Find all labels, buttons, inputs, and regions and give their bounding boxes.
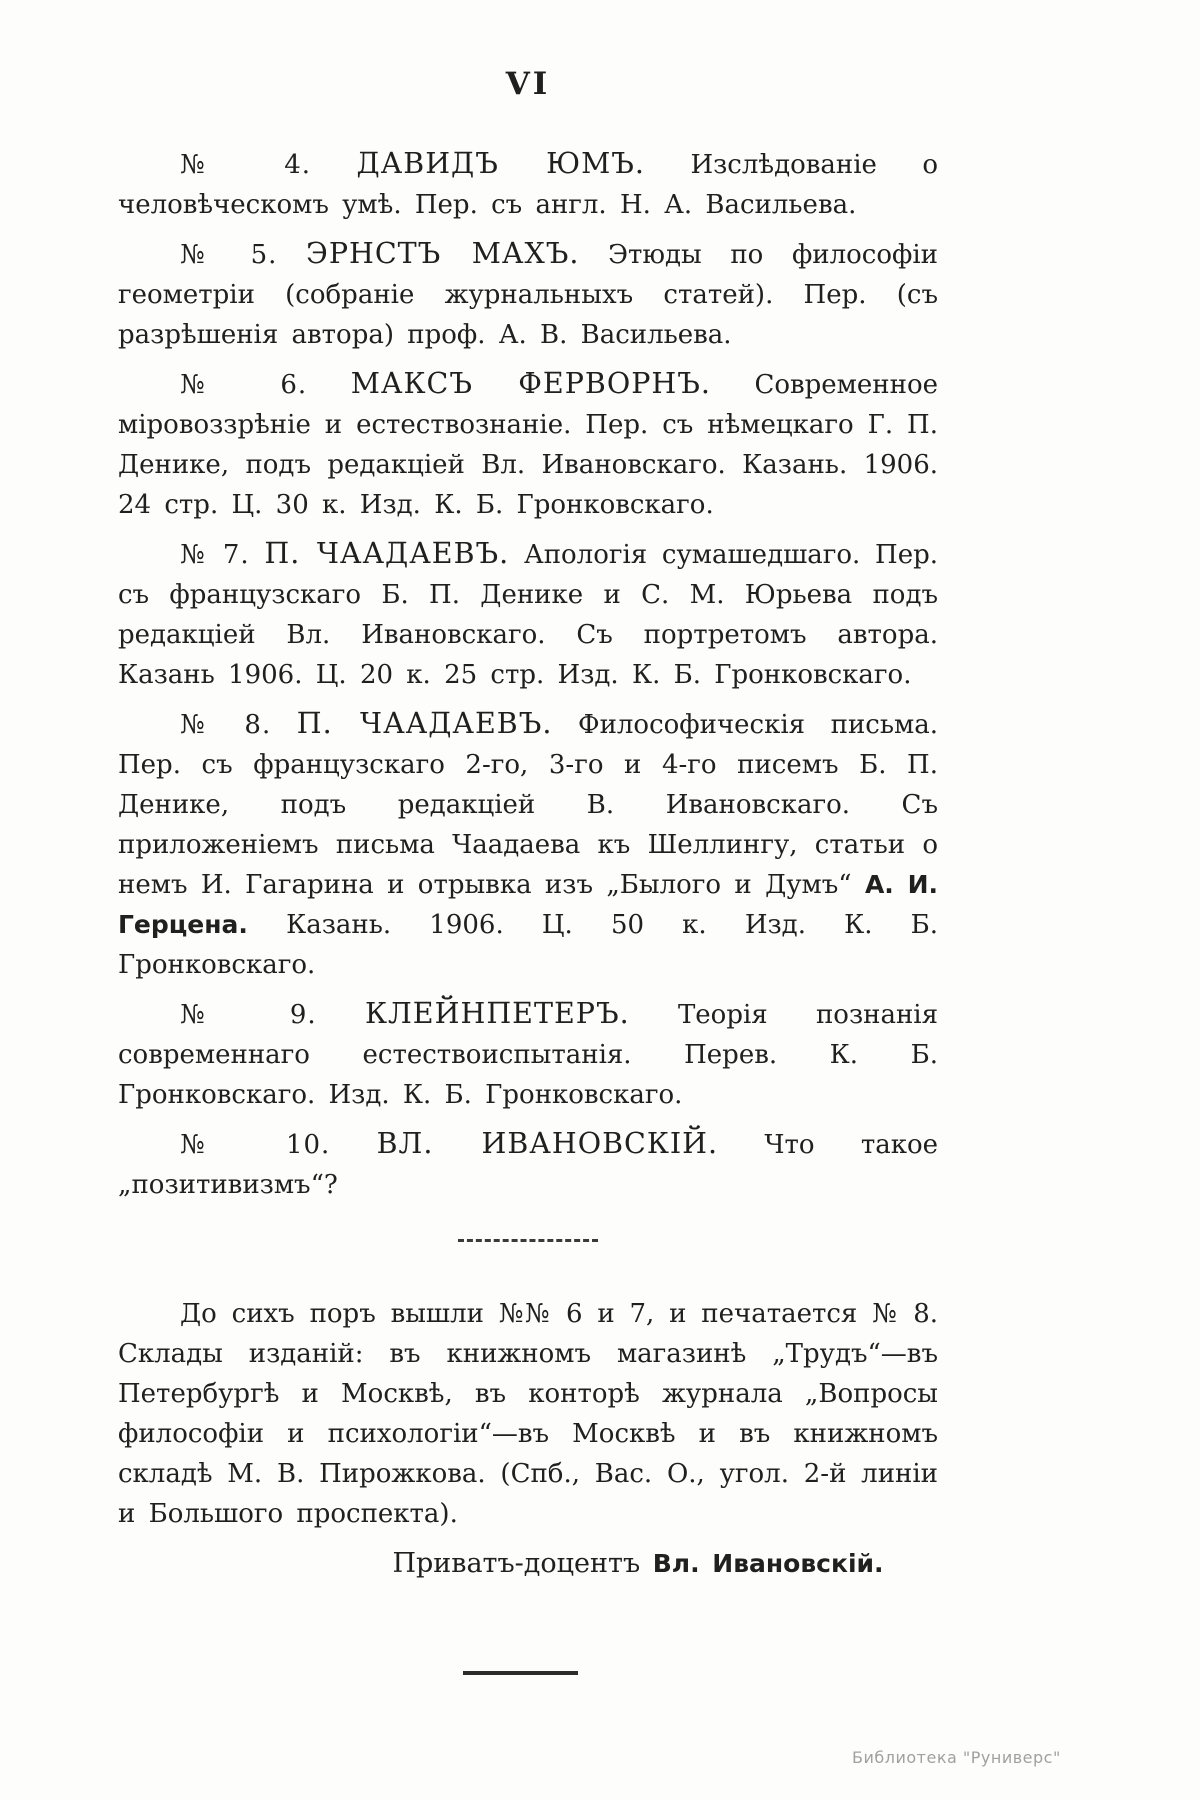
entry-author: ВЛ. ИВАНОВСКІЙ. (376, 1127, 719, 1160)
entry-number: № 7. (180, 540, 250, 570)
entry-8 (118, 704, 938, 985)
entry-4 (118, 144, 938, 225)
entry-number: № 6. (180, 370, 308, 400)
page-number: VI (505, 66, 551, 102)
availability-note: До сихъ поръ вышли №№ 6 и 7, и печатается № 8. Склады изданій: въ книжномъ магазинѣ „Трудъ“—въ Петербургѣ и Москвѣ, въ конторѣ журнала „Вопросы философіи и психологіи“—въ Москвѣ и въ книжномъ складѣ М. В. Пирожкова. (Спб., Вас. О., угол. 2-й линіи и Большого проспекта). (118, 1299, 938, 1529)
entry-text: Апологія сумашедшаго. Пер. съ французскаго Б. П. Денике и С. М. Юрьева подъ редакціей Вл. Ивановскаго. Съ портретомъ автора. Казань 1906. Ц. 20 к. 25 стр. Изд. К. Б. Гронковскаго. (118, 540, 939, 690)
entry-author: КЛЕЙНПЕТЕРЪ. (364, 997, 630, 1030)
dashed-section-divider (458, 1239, 598, 1242)
signature-name: Вл. Ивановскій. (652, 1549, 884, 1578)
entry-5 (118, 234, 938, 355)
signature-title: Приватъ-доцентъ (392, 1548, 641, 1579)
entry-number: № 5. (180, 240, 278, 270)
entry-text: Современное міровоззрѣніе и естествознаніе. Пер. съ нѣмецкаго Г. П. Денике, подъ редакціей Вл. Ивановскаго. Казань. 1906. 24 стр. Ц. 30 к. Изд. К. Б. Гронковскаго. (118, 370, 938, 520)
signature-line (118, 1548, 938, 1579)
entry-author: МАКСЪ ФЕРВОРНЪ. (350, 367, 711, 400)
entry-number: № 8. (180, 710, 272, 740)
entry-number: № 4. (180, 150, 312, 180)
entry-6 (118, 364, 938, 525)
entry-10 (118, 1124, 938, 1205)
book-list (118, 144, 938, 1205)
entry-text: Этюды по философіи геометріи (собраніе журнальныхъ статей). Пер. (съ разрѣшенія автора) проф. А. В. Васильева. (118, 240, 939, 350)
entry-author: П. ЧААДАЕВЪ. (296, 707, 553, 740)
entry-7 (118, 534, 938, 695)
entry-text: Казань. 1906. Ц. 50 к. Изд. К. Б. Гронковскаго. (118, 910, 939, 980)
entry-text: Философическія письма. Пер. съ французскаго 2-го, 3-го и 4-го писемъ Б. П. Денике, подъ редакціей В. Ивановскаго. Съ приложеніемъ письма Чаадаева къ Шеллингу, статьи о немъ И. Гагарина и отрывка изъ „Былого и Думъ“ (118, 710, 938, 900)
entry-text: Теорія познанія современнаго естествоиспытанія. Перев. К. Б. Гронковскаго. Изд. К. Б. Гронковскаго. (118, 1000, 939, 1110)
entry-text: Изслѣдованіе о человѣческомъ умѣ. Пер. съ англ. Н. А. Васильева. (118, 150, 938, 220)
entry-number: № 9. (180, 1000, 317, 1030)
entry-number: № 10. (180, 1130, 331, 1160)
library-watermark: Библиотека "Руниверс" (852, 1748, 1061, 1767)
text-block (118, 66, 938, 1675)
entry-author: ЭРНСТЪ МАХЪ. (306, 237, 580, 270)
entry-emphasized-name: А. И. Герцена. (118, 870, 939, 939)
entry-author: П. ЧААДАЕВЪ. (264, 537, 510, 570)
entry-9 (118, 994, 938, 1115)
entry-text: Что такое „позитивизмъ“? (118, 1130, 939, 1200)
entry-author: ДАВИДЪ ЮМЪ. (356, 147, 645, 180)
end-of-section-rule (463, 1671, 578, 1675)
